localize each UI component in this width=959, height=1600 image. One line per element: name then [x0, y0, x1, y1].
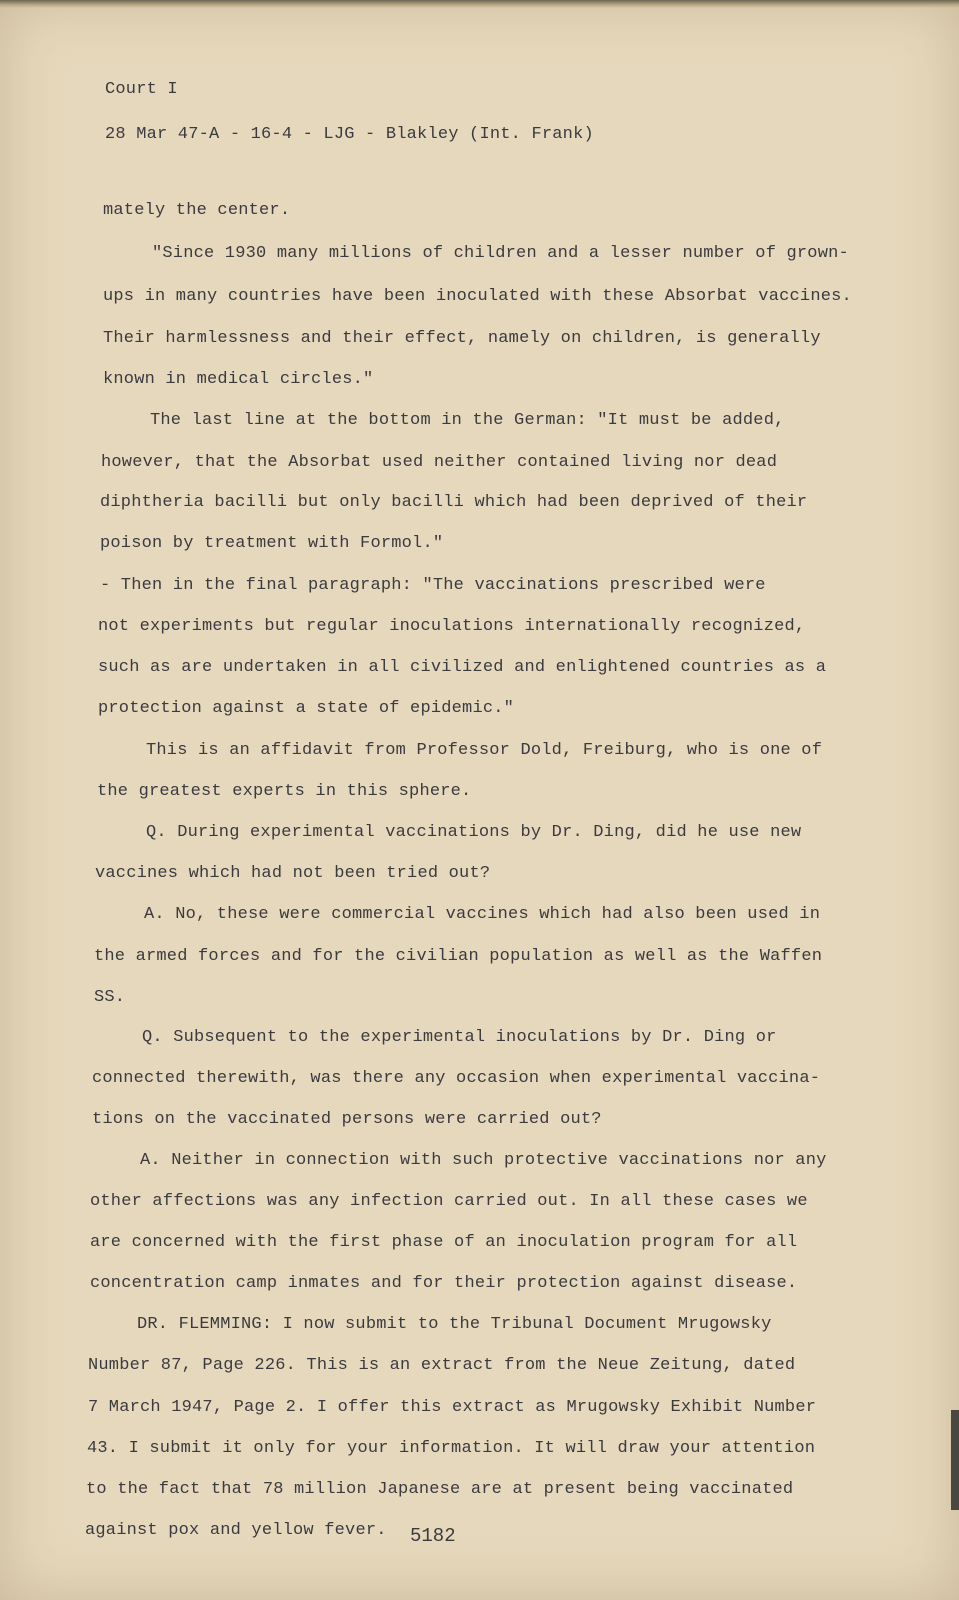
body-line: Q. Subsequent to the experimental inoculations by Dr. Ding or [142, 1028, 777, 1047]
body-line: the armed forces and for the civilian population as well as the Waffen [94, 947, 823, 966]
body-line: known in medical circles." [103, 370, 374, 389]
body-line: 43. I submit it only for your information. It will draw your attention [87, 1439, 816, 1458]
body-line: tions on the vaccinated persons were carried out? [92, 1110, 602, 1129]
body-line: A. No, these were commercial vaccines which had also been used in [144, 905, 821, 924]
body-line: are concerned with the first phase of an inoculation program for all [90, 1233, 798, 1252]
body-line: against pox and yellow fever. [85, 1521, 387, 1540]
body-line: - Then in the final paragraph: "The vaccinations prescribed were [100, 576, 766, 595]
body-line: diphtheria bacilli but only bacilli which had been deprived of their [100, 493, 808, 512]
body-line: This is an affidavit from Professor Dold, Freiburg, who is one of [146, 741, 823, 760]
body-line: SS. [94, 988, 126, 1007]
page-top-edge [0, 0, 959, 8]
body-line: other affections was any infection carried out. In all these cases we [90, 1192, 808, 1211]
binding-mark [951, 1410, 959, 1510]
body-line: DR. FLEMMING: I now submit to the Tribunal Document Mrugowsky [137, 1315, 772, 1334]
body-line: "Since 1930 many millions of children and a lesser number of grown- [152, 244, 849, 263]
court-heading: Court I [105, 80, 178, 99]
body-line: Q. During experimental vaccinations by Dr. Ding, did he use new [146, 823, 802, 842]
body-line: to the fact that 78 million Japanese are at present being vaccinated [86, 1480, 794, 1499]
body-line: mately the center. [103, 201, 291, 220]
body-line: protection against a state of epidemic." [98, 699, 515, 718]
body-line: Number 87, Page 226. This is an extract from the Neue Zeitung, dated [88, 1356, 796, 1375]
session-line: 28 Mar 47-A - 16-4 - LJG - Blakley (Int. Frank) [105, 125, 594, 144]
body-line: A. Neither in connection with such protective vaccinations nor any [140, 1151, 827, 1170]
body-line: vaccines which had not been tried out? [95, 864, 491, 883]
body-line: not experiments but regular inoculations internationally recognized, [98, 617, 806, 636]
body-line: connected therewith, was there any occasion when experimental vaccina- [92, 1069, 821, 1088]
body-line: concentration camp inmates and for their protection against disease. [90, 1274, 798, 1293]
body-line: 7 March 1947, Page 2. I offer this extract as Mrugowsky Exhibit Number [88, 1398, 817, 1417]
body-line: however, that the Absorbat used neither contained living nor dead [101, 453, 778, 472]
body-line: such as are undertaken in all civilized and enlightened countries as a [98, 658, 827, 677]
body-line: the greatest experts in this sphere. [97, 782, 472, 801]
body-line: poison by treatment with Formol." [100, 534, 444, 553]
body-line: Their harmlessness and their effect, namely on children, is generally [103, 329, 821, 348]
body-line: ups in many countries have been inoculated with these Absorbat vaccines. [103, 287, 852, 306]
body-line: The last line at the bottom in the German: "It must be added, [150, 411, 785, 430]
page-number: 5182 [410, 1525, 456, 1547]
